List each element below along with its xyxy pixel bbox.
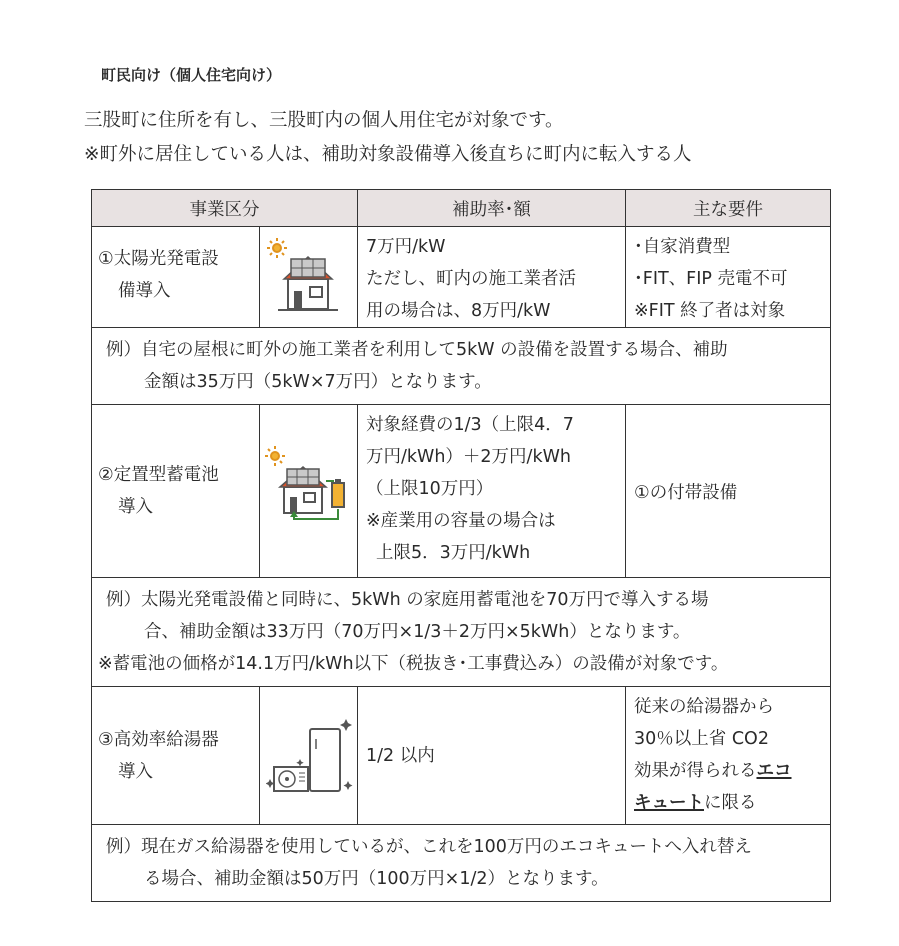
icon-cell: [260, 227, 358, 328]
header-category: 事業区分: [92, 190, 358, 227]
example-row: [92, 328, 831, 405]
section-heading: 町民向け（個人住宅向け）: [101, 66, 282, 84]
example-line: 例）自宅の屋根に町外の施工業者を利用して5kW の設備を設置する場合、補助: [106, 340, 728, 360]
rate-line: 上限5．3万円/kWh: [376, 543, 531, 563]
example-line: 金額は35万円（5kW×7万円）となります。: [144, 372, 492, 392]
rate-cell: [358, 405, 626, 578]
subsidy-table: [91, 189, 831, 902]
rate-line: ただし、町内の施工業者活: [366, 269, 576, 289]
example-cell: [92, 825, 831, 902]
header-rate: 補助率･額: [358, 190, 626, 227]
requirement-text: に限る: [704, 793, 757, 813]
eco-cute-highlight: キュート: [634, 793, 704, 813]
rate-cell: [358, 227, 626, 328]
table-row: [92, 405, 831, 578]
category-line: ②定置型蓄電池: [98, 465, 219, 485]
rate-line: 用の場合は、8万円/kW: [366, 301, 551, 321]
example-line: 例）現在ガス給湯器を使用しているが、これを100万円のエコキュートへ入れ替え: [106, 837, 752, 857]
intro-line-2: ※町外に居住している人は、補助対象設備導入後直ちに町内に転入する人: [84, 144, 692, 165]
category-line: 備導入: [118, 281, 171, 301]
example-line: 合、補助金額は33万円（70万円×1/3＋2万円×5kWh）となります。: [144, 622, 691, 642]
example-cell: [92, 578, 831, 687]
category-cell: [92, 227, 260, 328]
requirement-line: 従来の給湯器から: [634, 697, 774, 717]
icon-cell: [260, 405, 358, 578]
requirement-line: [634, 787, 824, 819]
intro-line-1: 三股町に住所を有し、三股町内の個人用住宅が対象です。: [84, 110, 564, 131]
category-cell: [92, 405, 260, 578]
requirement-line: ①の付帯設備: [634, 483, 738, 503]
requirement-line: ※FIT 終了者は対象: [634, 301, 786, 321]
eco-cute-highlight: エコ: [756, 761, 792, 781]
requirement-line: ･FIT、FIP 売電不可: [634, 269, 788, 289]
example-line: 例）太陽光発電設備と同時に、5kWh の家庭用蓄電池を70万円で導入する場: [106, 590, 709, 610]
solar-battery-icon: [264, 445, 354, 531]
rate-line: 万円/kWh）＋2万円/kWh: [366, 447, 571, 467]
example-line: る場合、補助金額は50万円（100万円×1/2）となります。: [144, 869, 609, 889]
category-line: ①太陽光発電設: [98, 249, 219, 269]
category-line: 導入: [118, 497, 153, 517]
rate-line: 1/2 以内: [366, 745, 435, 766]
category-line: 導入: [118, 761, 153, 782]
rate-line: 7万円/kW: [366, 237, 446, 257]
requirement-line: ･自家消費型: [634, 237, 731, 257]
category-line: ③高効率給湯器: [98, 729, 219, 750]
example-cell: [92, 328, 831, 405]
rate-cell: [358, 687, 626, 825]
requirement-text: 効果が得られる: [634, 761, 757, 781]
heat-pump-water-heater-icon: [266, 715, 354, 801]
rate-line: 対象経費の1/3（上限4．7: [366, 415, 574, 435]
example-row: [92, 825, 831, 902]
header-requirements: 主な要件: [626, 190, 831, 227]
rate-line: （上限10万円）: [366, 479, 494, 499]
rate-line: ※産業用の容量の場合は: [366, 511, 556, 531]
icon-cell: [260, 687, 358, 825]
category-cell: [92, 687, 260, 825]
example-row: [92, 578, 831, 687]
requirement-line: 30％以上省 CO2: [634, 729, 769, 749]
solar-house-icon: [266, 237, 352, 319]
table-row: [92, 687, 831, 825]
requirements-cell: [626, 405, 831, 578]
example-line: ※蓄電池の価格が14.1万円/kWh以下（税抜き･工事費込み）の設備が対象です。: [98, 654, 729, 674]
table-header-row: [92, 190, 831, 227]
requirements-cell: [626, 687, 831, 825]
requirement-line: [634, 755, 824, 787]
table-row: [92, 227, 831, 328]
requirements-cell: [626, 227, 831, 328]
